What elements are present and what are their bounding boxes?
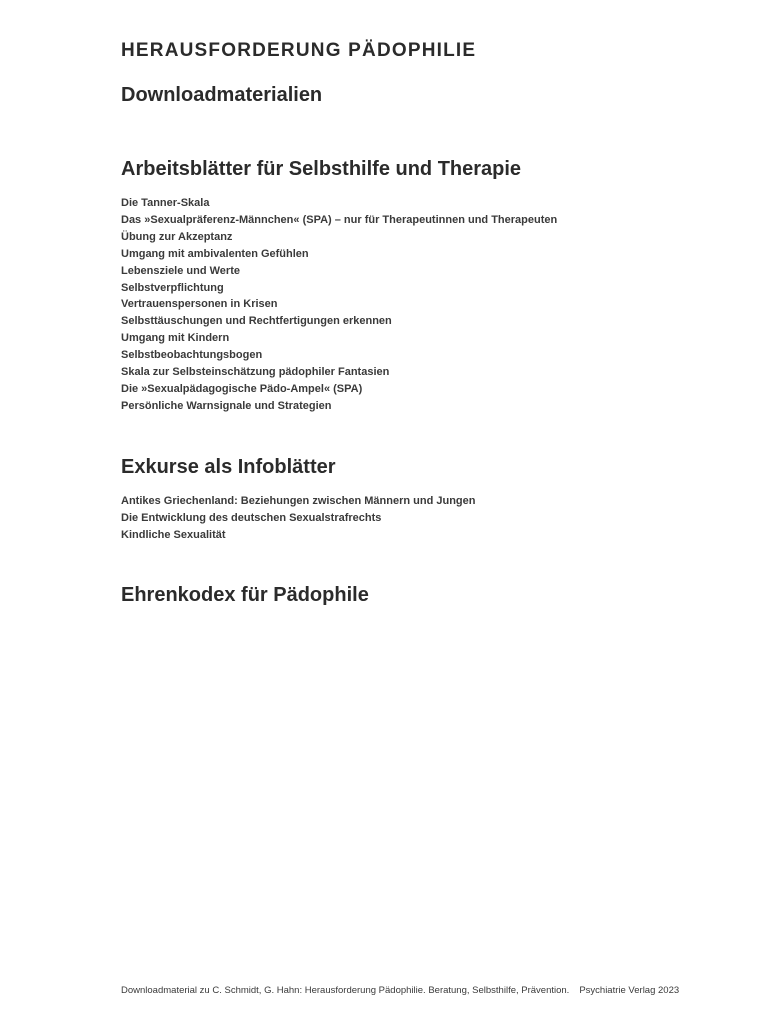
page-footer (121, 985, 721, 996)
list-item: Selbsttäuschungen und Rechtfertigungen erkennen (121, 315, 392, 328)
list-item: Die Tanner-Skala (121, 197, 210, 209)
document-title: Downloadmaterialien (121, 84, 323, 106)
footer-citation: Downloadmaterial zu C. Schmidt, G. Hahn: Herausforderung Pädophilie. Beratung, Selbsthilfe, Prävention. (121, 985, 570, 996)
list-item: Vertrauenspersonen in Krisen (121, 298, 278, 311)
series-title: HERAUSFORDERUNG PÄDOPHILIE (121, 40, 477, 61)
section-excursions (121, 456, 721, 544)
list-item: Selbstverpflichtung (121, 281, 224, 294)
section-heading-codex: Ehrenkodex für Pädophile (121, 584, 369, 606)
list-item: Lebensziele und Werte (121, 264, 240, 277)
list-item: Antikes Griechenland: Beziehungen zwischen Männern und Jungen (121, 495, 476, 507)
list-item: Skala zur Selbsteinschätzung pädophiler Fantasien (121, 366, 390, 379)
list-item: Umgang mit Kindern (121, 332, 230, 345)
section-heading-excursions: Exkurse als Infoblätter (121, 456, 336, 478)
list-item: Persönliche Warnsignale und Strategien (121, 399, 332, 412)
list-item: Umgang mit ambivalenten Gefühlen (121, 247, 309, 260)
worksheet-list (121, 195, 721, 415)
list-item: Das »Sexualpräferenz-Männchen« (SPA) – nur für Therapeutinnen und Therapeuten (121, 213, 558, 226)
list-item: Kindliche Sexualität (121, 528, 226, 541)
section-worksheets (121, 158, 721, 415)
excursion-list (121, 493, 721, 544)
footer-publisher: Psychiatrie Verlag 2023 (579, 985, 680, 996)
list-item: Die Entwicklung des deutschen Sexualstrafrechts (121, 511, 382, 524)
list-item: Selbstbeobachtungsbogen (121, 349, 263, 362)
list-item: Übung zur Akzeptanz (121, 230, 233, 243)
section-codex (121, 584, 721, 607)
section-heading-worksheets: Arbeitsblätter für Selbsthilfe und Therapie (121, 158, 522, 180)
list-item: Die »Sexualpädagogische Pädo-Ampel« (SPA) (121, 382, 363, 395)
